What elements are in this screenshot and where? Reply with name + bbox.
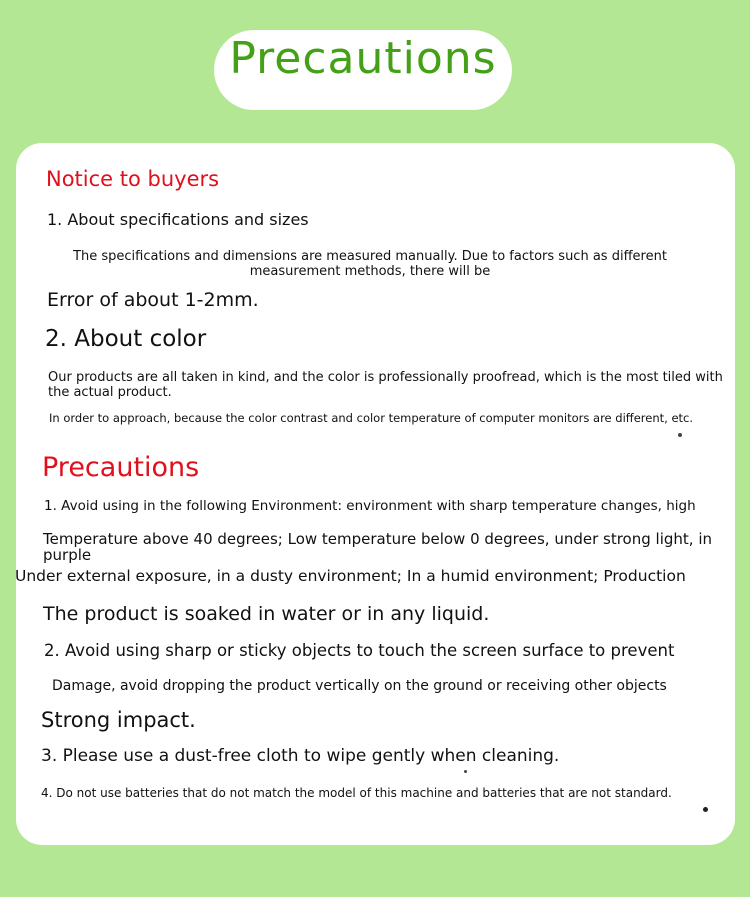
item4: 4. Do not use batteries that do not match the model of this machine and batteries that are not standard. [41,786,672,800]
item3: 3. Please use a dust-free cloth to wipe gently when cleaning. [41,746,560,766]
title-banner [214,30,512,110]
item1-line1: 1. Avoid using in the following Environment: environment with sharp temperature changes, high [44,498,696,514]
item1-line3: Under external exposure, in a dusty environment; In a humid environment; Production [15,567,686,585]
speck-mark [464,770,467,773]
speck-mark [678,433,682,437]
item1-line2: Temperature above 40 degrees; Low temperature below 0 degrees, under strong light, in purple [43,530,712,564]
content-card [16,143,735,845]
color-title: 2. About color [45,326,207,352]
notice-heading: Notice to buyers [46,167,220,191]
color-body-2: In order to approach, because the color contrast and color temperature of computer monitors are different, etc. [49,411,693,425]
item2-line3: Strong impact. [41,708,196,732]
item2-line1: 2. Avoid using sharp or sticky objects to touch the screen surface to prevent [44,641,675,660]
spec-body: The specifications and dimensions are measured manually. Due to factors such as different measurement methods, there will be [73,249,667,279]
spec-title: 1. About specifications and sizes [47,210,309,229]
item2-line2: Damage, avoid dropping the product vertically on the ground or receiving other objects [52,678,667,694]
precautions-heading: Precautions [42,452,200,483]
page-title: Precautions [229,32,497,84]
color-body-1: Our products are all taken in kind, and the color is professionally proofread, which is the most tiled with the actual product. [48,370,723,400]
item1-line4: The product is soaked in water or in any liquid. [43,603,490,625]
spec-error: Error of about 1-2mm. [47,289,259,311]
speck-mark [703,807,708,812]
